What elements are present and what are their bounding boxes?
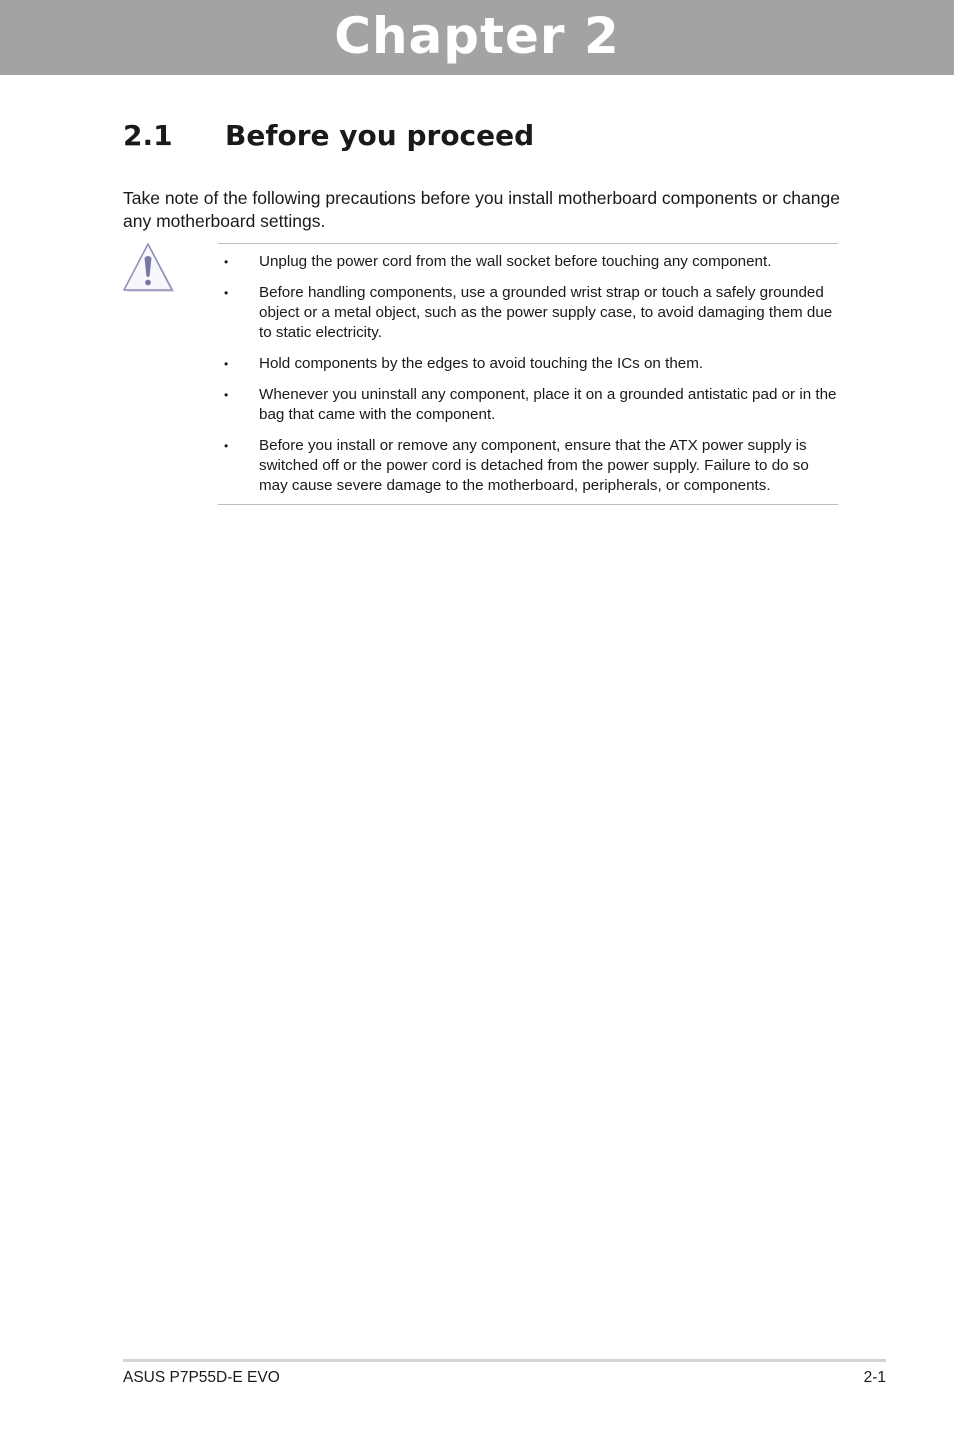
warning-icon [122,242,176,294]
chapter-banner [0,0,954,75]
notice-item [218,385,838,425]
notice-list [218,244,838,496]
bullet-icon: • [224,439,229,453]
intro-paragraph: Take note of the following precautions before you install motherboard components or change any motherboard settings. [123,187,840,231]
section-number: 2.1 [123,119,173,152]
notice-item [218,283,838,343]
notice-item-text: Before handling components, use a grounded wrist strap or touch a safely grounded object or a metal object, such as the power supply case, to avoid damaging them due to static electricity. [259,284,833,341]
bullet-icon: • [224,357,229,371]
notice-item-text: Unplug the power cord from the wall socket before touching any component. [259,253,772,270]
footer-page-number: 2-1 [863,1369,886,1386]
footer-product-name: ASUS P7P55D-E EVO [123,1369,280,1386]
section-title: Before you proceed [225,119,535,152]
bullet-icon: • [224,286,229,300]
notice-item-text: Hold components by the edges to avoid touching the ICs on them. [259,355,704,372]
notice-item [218,252,838,272]
bullet-icon: • [224,255,229,269]
section-heading [123,118,534,154]
notice-box [218,243,838,505]
bullet-icon: • [224,388,229,402]
notice-item [218,436,838,496]
footer-divider [123,1359,886,1362]
notice-item-text: Whenever you uninstall any component, place it on a grounded antistatic pad or in the bag that came with the component. [259,386,837,423]
notice-item [218,354,838,374]
chapter-title: Chapter 2 [334,6,620,65]
notice-item-text: Before you install or remove any component, ensure that the ATX power supply is switched off or the power cord is detached from the power supply. Failure to do so may cause severe damage to the motherboard, peripherals, or components. [259,437,809,494]
